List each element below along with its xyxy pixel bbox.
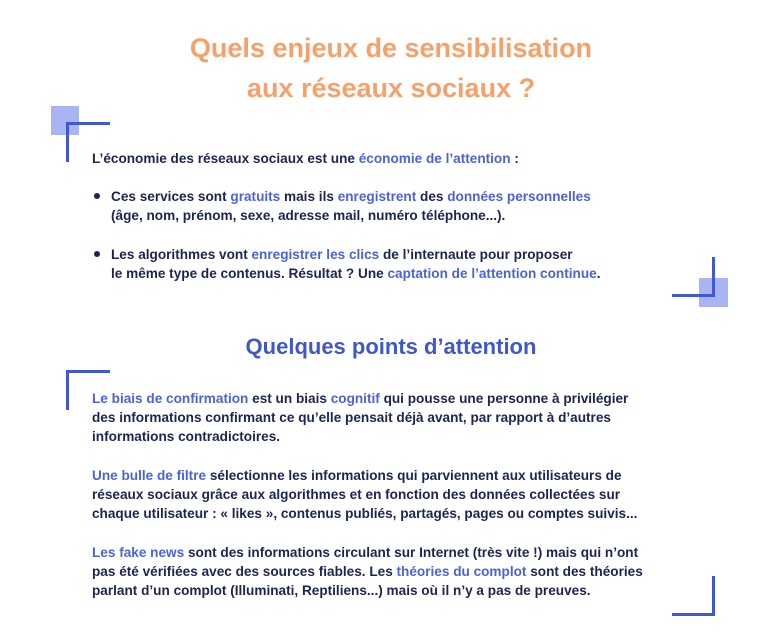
- para-3-text: sont des informations circulant sur Internet (très vite !) mais qui n’ont: [184, 545, 639, 560]
- page-title-line-1: Quels enjeux de sensibilisation: [189, 33, 593, 63]
- section-title: Quelques points d’attention: [245, 334, 537, 359]
- bullet-2-text: de l’internaute pour proposer: [379, 247, 573, 262]
- page-title: [0, 28, 782, 108]
- para-1-highlight-biais: Le biais de confirmation: [92, 391, 249, 406]
- bullet-2-text: le même type de contenus. Résultat ? Une: [111, 266, 388, 281]
- bullet-2-highlight-clics: enregistrer les clics: [251, 247, 380, 262]
- decor-bracket-mid-left-h: [66, 370, 110, 373]
- para-1-line-3: informations contradictoires.: [92, 429, 281, 444]
- intro-text-part: L’économie des réseaux sociaux est une: [92, 151, 359, 166]
- bullet-2-line-2: [111, 264, 600, 283]
- para-1-text: est un biais: [248, 391, 331, 406]
- bullet-1-highlight-donnees: données personnelles: [447, 189, 591, 204]
- para-3-highlight-fake-news: Les fake news: [92, 545, 185, 560]
- bullet-2-text: .: [596, 266, 601, 281]
- bullet-item-1: [111, 187, 591, 225]
- para-3-line-1: [92, 543, 643, 562]
- bullet-1-line-1: [111, 187, 591, 206]
- bullet-2-line-1: [111, 245, 600, 264]
- decor-square-top-left: [51, 106, 79, 135]
- decor-bracket-bottom-right-h: [672, 613, 715, 616]
- para-2-line-2: réseaux sociaux grâce aux algorithmes et en fonction des données collectées sur: [92, 487, 621, 502]
- intro-text: [92, 149, 519, 168]
- bullet-1-text: mais ils: [280, 189, 338, 204]
- bullet-1-text: des: [416, 189, 448, 204]
- decor-bracket-bottom-right-v: [712, 576, 715, 616]
- decor-bracket-top-left-h: [66, 122, 110, 125]
- para-2-line-3: chaque utilisateur : « likes », contenus publiés, partagés, pages ou comptes suivis...: [92, 506, 638, 521]
- bullet-1-highlight-enregistrent: enregistrent: [337, 189, 417, 204]
- decor-bracket-top-left-v: [66, 122, 69, 162]
- bullet-item-2: [111, 245, 600, 283]
- bullet-dot-2: [94, 251, 100, 257]
- para-3-text: pas été vérifiées avec des sources fiables. Les: [92, 564, 397, 579]
- page-title-line-2: aux réseaux sociaux ?: [246, 73, 536, 103]
- decor-bracket-mid-right-v: [712, 257, 715, 297]
- para-2-highlight-bulle: Une bulle de filtre: [92, 468, 207, 483]
- para-1-line-2: des informations confirmant ce qu’elle pensait déjà avant, par rapport à d’autres: [92, 410, 611, 425]
- para-2-line-1: [92, 466, 637, 485]
- paragraph-fake-news: [92, 543, 643, 600]
- para-1-text: qui pousse une personne à privilégier: [379, 391, 629, 406]
- bullet-1-highlight-gratuits: gratuits: [230, 189, 281, 204]
- bullet-2-highlight-captation: captation de l’attention continue: [387, 266, 597, 281]
- paragraph-bulle-filtre: [92, 466, 637, 523]
- para-3-line-3: parlant d’un complot (Illuminati, Reptiliens...) mais où il n’y a pas de preuves.: [92, 583, 591, 598]
- decor-bracket-mid-right-h: [672, 294, 715, 297]
- bullet-dot-1: [94, 193, 100, 199]
- bullet-2-text: Les algorithmes vont: [111, 247, 252, 262]
- decor-bracket-mid-left-v: [66, 370, 69, 410]
- para-3-text: sont des théories: [526, 564, 643, 579]
- paragraph-biais-confirmation: [92, 389, 628, 446]
- para-3-line-2: [92, 562, 643, 581]
- intro-text-end: :: [510, 151, 519, 166]
- para-1-line-1: [92, 389, 628, 408]
- bullet-1-line-2: (âge, nom, prénom, sexe, adresse mail, numéro téléphone...).: [111, 208, 506, 223]
- bullet-1-text: Ces services sont: [111, 189, 231, 204]
- para-3-highlight-complot: théories du complot: [396, 564, 527, 579]
- para-2-text: sélectionne les informations qui parviennent aux utilisateurs de: [206, 468, 622, 483]
- para-1-highlight-cognitif: cognitif: [330, 391, 380, 406]
- intro-highlight: économie de l’attention: [358, 151, 511, 166]
